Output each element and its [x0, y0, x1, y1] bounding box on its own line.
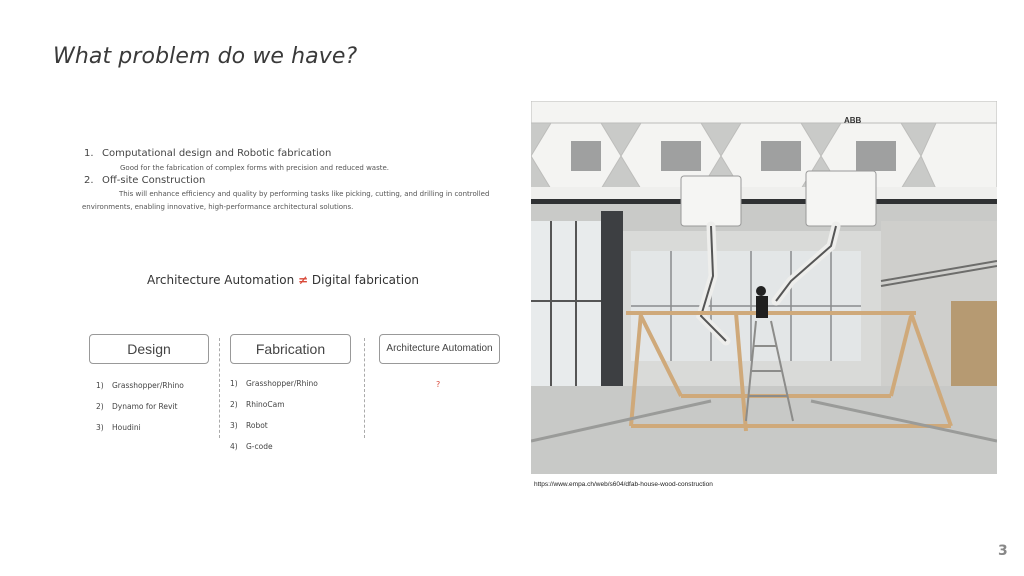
- point-1-number: 1.: [84, 148, 94, 159]
- point-2-heading: [84, 175, 205, 186]
- design-list: [96, 381, 184, 444]
- fabrication-list: [230, 379, 318, 463]
- list-item: 1) Grasshopper/Rhino: [96, 381, 184, 390]
- page-number: 3: [998, 543, 1008, 559]
- comparison-heading: [147, 273, 419, 287]
- not-equal-symbol: ≠: [298, 273, 309, 287]
- point-2-number: 2.: [84, 175, 94, 186]
- divider-2: [364, 338, 365, 438]
- point-2-body: This will enhance efficiency and quality by performing tasks like picking, cutting, and drilling in controlled environments, enabling innovative, high-performance architectural solutions.: [82, 190, 490, 211]
- list-item: 1) Grasshopper/Rhino: [230, 379, 318, 388]
- list-item: 2) Dynamo for Revit: [96, 402, 178, 411]
- point-1-heading: [84, 148, 331, 159]
- list-item: 2) RhinoCam: [230, 400, 285, 409]
- automation-question-mark: ?: [436, 380, 441, 389]
- list-item: 3) Robot: [230, 421, 268, 430]
- photo-source-caption: https://www.empa.ch/web/s604/dfab-house-wood-construction: [534, 481, 713, 488]
- comparison-right: Digital fabrication: [311, 273, 420, 287]
- point-1-title: Computational design and Robotic fabrication: [102, 148, 332, 159]
- list-item: 4) G-code: [230, 442, 273, 451]
- fabrication-box: Fabrication: [230, 334, 351, 364]
- architecture-automation-box: Architecture Automation: [379, 334, 500, 364]
- list-item: 3) Houdini: [96, 423, 141, 432]
- divider-1: [219, 338, 220, 438]
- abb-label: ABB: [844, 116, 862, 125]
- comparison-left: Architecture Automation: [147, 273, 295, 287]
- point-2-title: Off-site Construction: [102, 175, 206, 186]
- slide-title: What problem do we have?: [53, 44, 358, 69]
- design-box: Design: [89, 334, 209, 364]
- point-1-body: Good for the fabrication of complex forms with precision and reduced waste.: [120, 164, 390, 172]
- robotic-fabrication-photo: [531, 101, 997, 474]
